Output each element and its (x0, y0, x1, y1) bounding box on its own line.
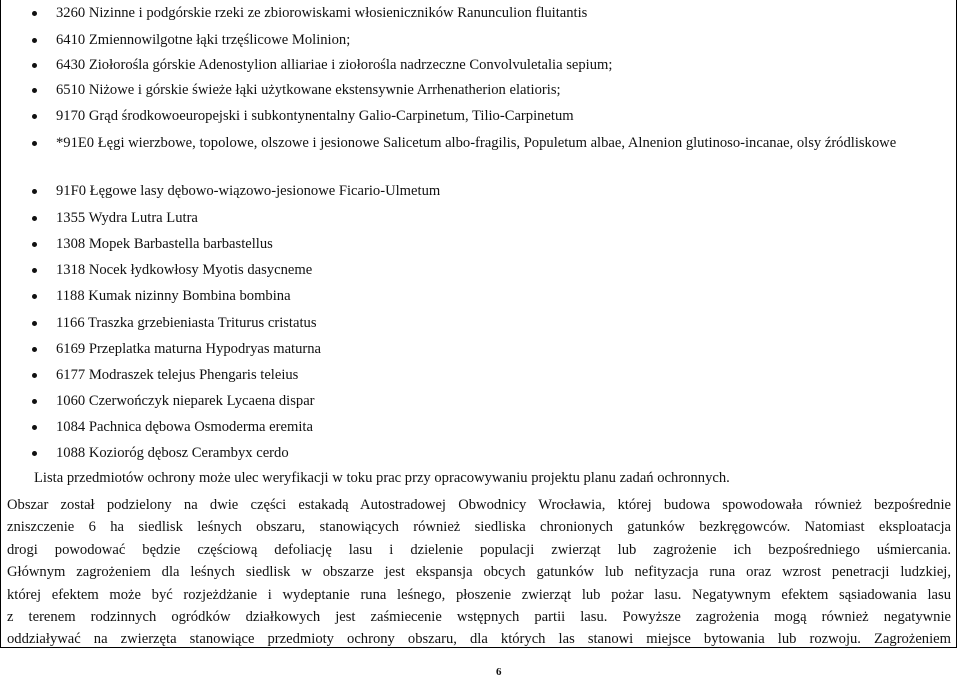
list-item-text: 1308 Mopek Barbastella barbastellus (56, 236, 273, 252)
bullet-icon (32, 321, 37, 326)
list-item-text: 6410 Zmiennowilgotne łąki trzęślicowe Molinion; (56, 32, 351, 48)
list-item-text: 6510 Niżowe i górskie świeże łąki użytkowane ekstensywnie Arrhenatherion elatioris; (56, 82, 561, 98)
paragraph-line: zniszczenie 6 ha siedlisk leśnych obszaru, stanowiących również siedliska chronionych gatunków bezkręgowców. Natomiast eksploatacja (7, 519, 951, 536)
bullet-icon (32, 451, 37, 456)
bullet-icon (32, 141, 37, 146)
paragraph-line: której efektem może być rozjeżdżanie i wydeptanie runa leśnego, płoszenie zwierząt lub pożar lasu. Negatywnym efektem sąsiadowania lasu (7, 586, 951, 603)
body-paragraph (7, 494, 951, 651)
list-item-text: 1060 Czerwończyk nieparek Lycaena dispar (56, 393, 315, 409)
list-item-text: 1088 Kozioróg dębosz Cerambyx cerdo (56, 445, 289, 461)
list-item-text: 9170 Grąd środkowoeuropejski i subkontynentalny Galio-Carpinetum, Tilio-Carpinetum (56, 108, 574, 124)
bullet-icon (32, 242, 37, 247)
list-item-text: 1355 Wydra Lutra Lutra (56, 210, 198, 226)
bullet-icon (32, 189, 37, 194)
bullet-icon (32, 294, 37, 299)
bullet-icon (32, 63, 37, 68)
list-item-text: 6430 Ziołorośla górskie Adenostylion alliariae i ziołorośla nadrzeczne Convolvuletalia sepium; (56, 57, 613, 73)
paragraph-line: z terenem rodzinnych ogródków działkowych jest zaśmiecenie wstępnych partii lasu. Powyższe zagrożenia mogą również negatywnie (7, 609, 951, 626)
page-number: 6 (496, 666, 502, 678)
list-item-text: 1084 Pachnica dębowa Osmoderma eremita (56, 419, 313, 435)
list-item-text: 1188 Kumak nizinny Bombina bombina (56, 288, 291, 304)
list-item-text: 6177 Modraszek telejus Phengaris teleius (56, 367, 299, 383)
bullet-icon (32, 114, 37, 119)
list-item-text: 6169 Przeplatka maturna Hypodryas maturna (56, 341, 322, 357)
list-note: Lista przedmiotów ochrony może ulec weryfikacji w toku prac przy opracowywaniu projektu planu zadań ochronnych. (34, 470, 730, 486)
paragraph-line: oddziaływać na zwierzęta stanowiące przedmioty ochrony obszaru, dla których las stanowi miejsce bytowania lub rozwoju. Zagrożeniem (7, 631, 951, 648)
list-item-text: 1166 Traszka grzebieniasta Triturus cristatus (56, 315, 317, 331)
bullet-icon (32, 88, 37, 93)
list-item-text: 3260 Nizinne i podgórskie rzeki ze zbiorowiskami włosieniczników Ranunculion fluitantis (56, 5, 588, 21)
paragraph-line: drogi powodować będzie częściową defoliację lasu i dzielenie populacji zwierząt lub zagrożenie ich bezpośredniego uśmiercania. (7, 541, 951, 558)
paragraph-line: Obszar został podzielony na dwie części estakadą Autostradowej Obwodnicy Wrocławia, której budowa spowodowała również bezpośrednie (7, 497, 951, 513)
paragraph-line: Głównym zagrożeniem dla leśnych siedlisk w obszarze jest ekspansja obcych gatunków lub nefityzacja runa oraz wzrost penetracji ludzkiej, (7, 564, 951, 581)
bullet-icon (32, 399, 37, 404)
list-item-text: 91F0 Łęgowe lasy dębowo-wiązowo-jesionowe Ficario-Ulmetum (56, 183, 441, 199)
bullet-icon (32, 347, 37, 352)
bullet-icon (32, 216, 37, 221)
bullet-icon (32, 268, 37, 273)
bullet-icon (32, 11, 37, 16)
list-item-text: *91E0 Łęgi wierzbowe, topolowe, olszowe i jesionowe Salicetum albo-fragilis, Populetum albae, Alnenion glutinoso-incanae, olsy źródliskowe (56, 135, 897, 151)
bullet-icon (32, 373, 37, 378)
bullet-icon (32, 425, 37, 430)
list-item-text: 1318 Nocek łydkowłosy Myotis dasycneme (56, 262, 313, 278)
bullet-icon (32, 38, 37, 43)
